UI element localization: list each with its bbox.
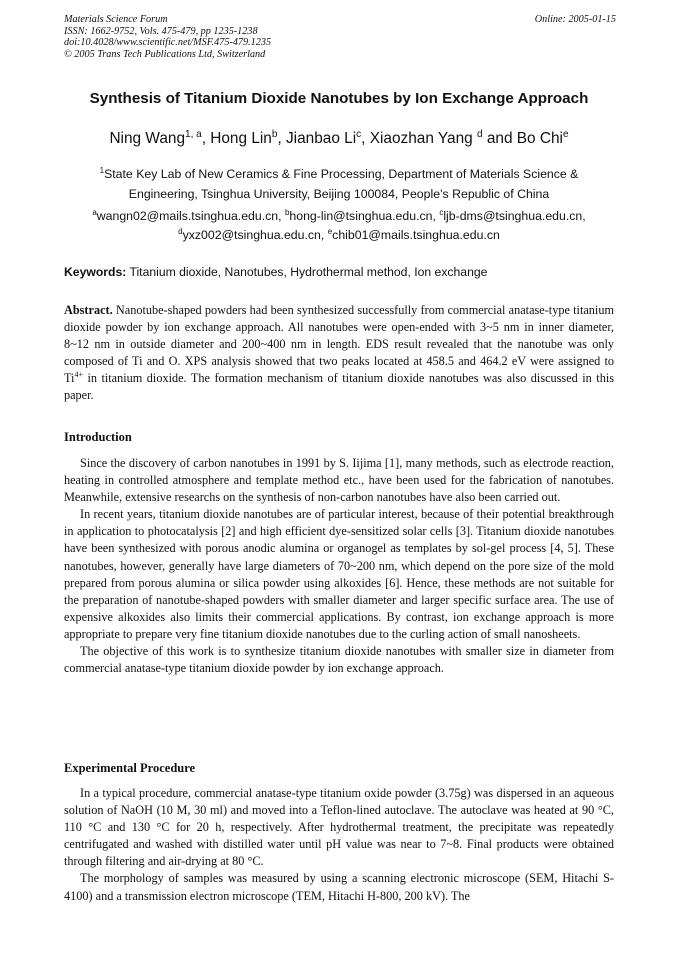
author-name: , Xiaozhan Yang: [361, 130, 477, 147]
email-sup: e: [327, 226, 333, 236]
keywords: [64, 265, 624, 279]
email-link[interactable]: hong-lin@tsinghua.edu.cn,: [289, 209, 440, 223]
author-sup: b: [271, 128, 278, 140]
author-list: [40, 130, 638, 148]
online-date: Online: 2005-01-15: [534, 14, 616, 25]
copyright-line: © 2005 Trans Tech Publications Ltd, Switzerland: [64, 48, 266, 60]
paragraph: The morphology of samples was measured by using a scanning electronic microscope (SEM, Hitachi S-4100) and a transmission electron microscope (TEM, Hitachi H-800, 200 kV). The: [64, 871, 614, 903]
email-sup: c: [439, 207, 444, 217]
email-list: [50, 207, 628, 245]
email-link[interactable]: yxz002@tsinghua.edu.cn,: [182, 228, 328, 242]
journal-name: Materials Science Forum: [64, 14, 168, 25]
doi-line: doi:10.4028/www.scientific.net/MSF.475-479.1235: [64, 37, 272, 49]
section-heading-introduction: Introduction: [64, 430, 132, 444]
author-name: , Hong Lin: [201, 130, 272, 147]
paragraph: In a typical procedure, commercial anatase-type titanium oxide powder (3.75g) was dispersed in an aqueous solution of NaOH (10 M, 30 ml) and moved into a Teflon-lined autoclave. The autoclave was heated at 90 °C, 110 °C and 130 °C for 20 h, respectively. After hydrothermal treatment, the precipitate was repeatedly centrifugated and washed with distilled water until pH value was near to 7~8. Final products were obtained through filtering and air-drying at 80 °C.: [64, 786, 614, 869]
author-sup: 1, a: [185, 128, 202, 140]
author-sup: d: [476, 128, 483, 140]
email-link[interactable]: chib01@mails.tsinghua.edu.cn: [332, 228, 500, 242]
journal-header: [64, 14, 616, 60]
email-sup: d: [178, 226, 183, 236]
abstract-label: Abstract.: [64, 303, 113, 317]
affiliation-sup: 1: [99, 165, 105, 175]
section-heading-experimental: Experimental Procedure: [64, 761, 196, 775]
abstract-text: Nanotube-shaped powders had been synthesized successfully from commercial anatase-type titanium dioxide powder by ion exchange approach. All nanotubes were open-ended with 3~5 nm in inner diameter, 8~12 nm in outside diameter and 200~400 nm in length. EDS result revealed that the nanotube was only composed of Ti and O. XPS analysis showed that two peaks located at 458.5 and 464.2 eV were assigned to Ti: [64, 303, 614, 386]
affiliation-line: Engineering, Tsinghua University, Beijing 100084, People’s Republic of China: [128, 186, 550, 201]
affiliation: [60, 165, 618, 204]
author-sup: e: [562, 128, 569, 140]
paper-title: Synthesis of Titanium Dioxide Nanotubes by Ion Exchange Approach: [89, 90, 589, 107]
affiliation-line: State Key Lab of New Ceramics & Fine Processing, Department of Materials Science &: [104, 167, 579, 181]
paragraph: In recent years, titanium dioxide nanotubes are of particular interest, because of their potential breakthrough in application to photocatalysis [2] and high efficient dye-sensitized solar cells [3]. Titanium dioxide nanotubes have been synthesized with porous anodic alumina or organogel as templates by sol-gel process [4, 5]. These nanotubes, however, generally have large diameters of 70~200 nm, which depend on the pore size of the mold prepared from porous alumina or silica powder using alkoxides [6]. Hence, these methods are not suitable for the preparation of nanotube-shaped powders with smaller diameter and larger specific surface area. The use of expensive alkoxides also limits their commercial applications. By contrast, ion exchange approach is more appropriate to prepare very fine titanium dioxide nanotubes due to the curling action of small nanosheets.: [64, 507, 614, 641]
keywords-text: Titanium dioxide, Nanotubes, Hydrothermal method, Ion exchange: [126, 265, 488, 279]
author-sup: c: [356, 128, 362, 140]
abstract: [64, 302, 614, 405]
abstract-sup: 4+: [74, 370, 83, 380]
paragraph: The objective of this work is to synthesize titanium dioxide nanotubes with smaller size in diameter from commercial anatase-type titanium dioxide powder by ion exchange approach.: [64, 644, 614, 676]
paragraph: Since the discovery of carbon nanotubes in 1991 by S. Iijima [1], many methods, such as electrode reaction, heating in controlled atmosphere and template method etc., have been used for the fabrication of nanotubes. Meanwhile, extensive researchs on the synthesis of non-carbon nanotubes have also been carried out.: [64, 456, 614, 505]
issn-line: ISSN: 1662-9752, Vols. 475-479, pp 1235-1238: [64, 25, 258, 37]
email-link[interactable]: ljb-dms@tsinghua.edu.cn,: [443, 209, 586, 223]
abstract-text: in titanium dioxide. The formation mechanism of titanium dioxide nanotubes was also discussed in this paper.: [64, 371, 614, 403]
experimental-body: [64, 785, 614, 905]
author-name: , Jianbao Li: [277, 130, 357, 147]
keywords-label: Keywords:: [64, 265, 127, 279]
email-link[interactable]: wangn02@mails.tsinghua.edu.cn,: [96, 209, 285, 223]
author-name: and Bo Chi: [482, 130, 563, 147]
email-sup: b: [284, 207, 290, 217]
author-name: Ning Wang: [109, 130, 186, 147]
introduction-body: [64, 455, 614, 677]
email-sup: a: [92, 207, 97, 217]
